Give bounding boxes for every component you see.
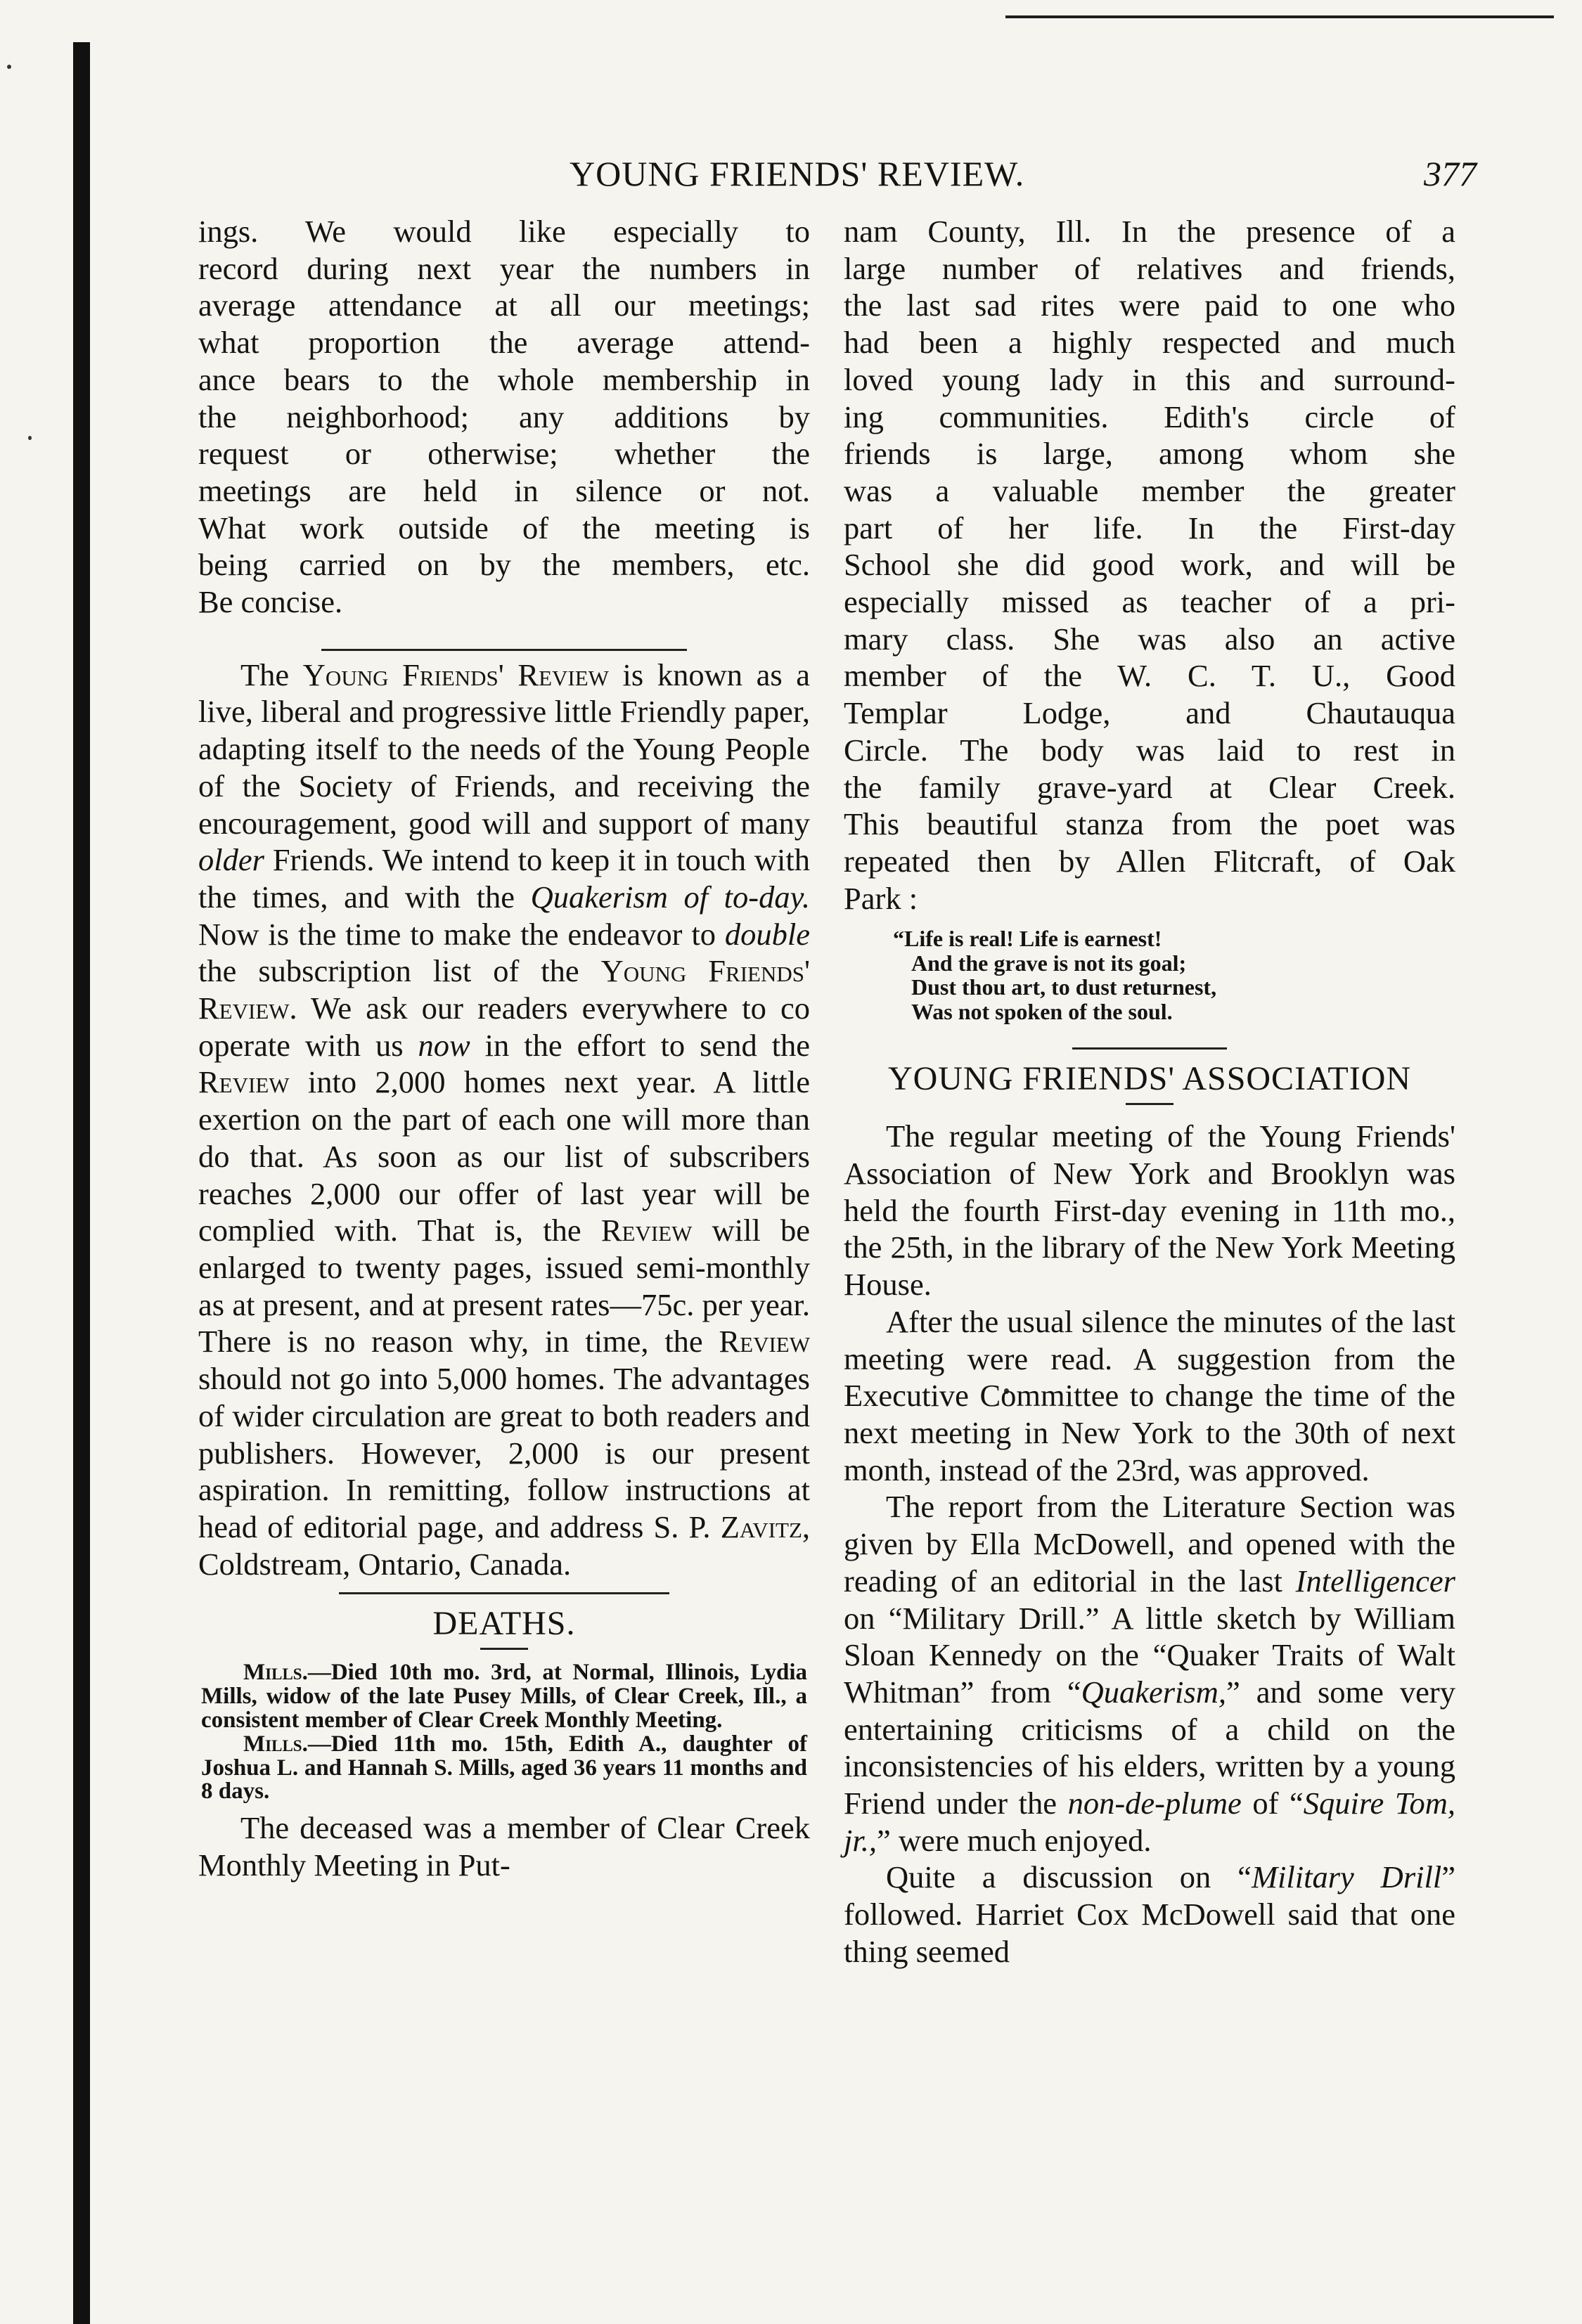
text-line: the family grave-yard at Clear Creek.	[844, 769, 1455, 805]
heading-rule	[480, 1648, 528, 1650]
text-line: had been a highly respected and much	[844, 325, 1455, 361]
text-line: ance bears to the whole membership in	[198, 361, 810, 397]
obituary-continuation	[844, 213, 1455, 917]
death-notice: Mills.—Died 11th mo. 15th, Edith A., daughter of Joshua L. and Hannah S. Mills, aged 36 years 11 months and 8 days.	[201, 1731, 807, 1805]
review-title: Young Friends' Review	[302, 657, 609, 692]
text-line: being carried on by the members, etc.	[198, 547, 810, 583]
text-line: request or otherwise; whether the	[198, 436, 810, 472]
text-line: Be concise.	[198, 584, 343, 620]
text-line: loved young lady in this and surround-	[844, 361, 1455, 397]
opening-paragraph	[198, 213, 810, 621]
text-line: was a valuable member the greater	[844, 472, 1455, 508]
text-line: Templar Lodge, and Chautauqua	[844, 695, 1455, 731]
text-line: mary class. She was also an active	[844, 621, 1455, 657]
text-line: What work outside of the meeting is	[198, 510, 810, 546]
text-line: member of the W. C. T. U., Good	[844, 658, 1455, 694]
text-line: School she did good work, and will be	[844, 547, 1455, 583]
review-notice: The Young Friends' Review is known as a live, liberal and progressive little Friendly paper, adapting itself to the needs of the Young People of the Society of Friends, and receiving the encouragement, good will and support of many older Friends. We intend to keep it in touch with the times, and with the Quakerism of to-day. Now is the time to make the endeavor to double the subscription list of the Young Friends' Review. We ask our readers everywhere to co operate with us now in the effort to send the Review into 2,000 homes next year. A little exertion on the part of each one will more than do that. As soon as our list of subscribers reaches 2,000 our offer of last year will be complied with. That is, the Review will be enlarged to twenty pages, issued semi-monthly as at present, and at present rates—75c. per year. There is no reason why, in time, the Review should not go into 5,000 homes. The advantages of wider circulation are great to both readers and publishers. However, 2,000 is our present aspiration. In remitting, follow instructions at head of editorial page, and address S. P. Zavitz, Coldstream, Ontario, Canada.	[198, 657, 811, 1582]
running-head: YOUNG FRIENDS' REVIEW.	[570, 154, 1025, 193]
section-rule	[339, 1592, 669, 1594]
deaths-heading: DEATHS.	[432, 1605, 576, 1643]
text-line: large number of relatives and friends,	[844, 250, 1455, 286]
section-rule	[1072, 1047, 1227, 1050]
association-heading: YOUNG FRIENDS' ASSOCIATION	[887, 1060, 1412, 1098]
association-paragraph: The report from the Literature Section was given by Ella McDowell, and opened with the reading of an editorial in the last Intelligencer on “Military Drill.” A little sketch by William Sloan Kennedy on the “Quaker Traits of Walt Whitman” from “Quakerism,” and some very entertaining criticisms of a child on the inconsistencies of his elders, written by a young Friend under the non-de-plume of “Squire Tom, jr.,” were much enjoyed.	[844, 1489, 1456, 1858]
text-line: especially missed as teacher of a pri-	[844, 584, 1455, 620]
text-line: friends is large, among whom she	[844, 436, 1455, 472]
association-paragraph: After the usual silence the minutes of the last meeting were read. A suggestion from the Executive Committee to change the time of the next meeting in New York to the 30th of next month, instead of the 23rd, was approved.	[844, 1303, 1455, 1487]
page-header	[204, 153, 1477, 202]
left-column	[198, 213, 810, 1884]
poem-line: Dust thou art, to dust returnest,	[911, 974, 1217, 1000]
binding-edge	[73, 42, 90, 2324]
death-notices	[201, 1661, 807, 1804]
text-line: ings. We would like especially to	[198, 214, 810, 249]
deaths-closing: The deceased was a member of Clear Creek Monthly Meeting in Put-	[198, 1810, 810, 1883]
poem-line: Was not spoken of the soul.	[911, 998, 1173, 1024]
right-column	[844, 213, 1455, 1970]
association-paragraph: The regular meeting of the Young Friends' Association of New York and Brooklyn was held the fourth First-day evening in 11th mo., the 25th, in the library of the New York Meeting House.	[844, 1118, 1455, 1303]
text-line: part of her life. In the First-day	[844, 510, 1455, 546]
text-line: Park :	[844, 880, 918, 916]
text-line: Circle. The body was laid to rest in	[844, 732, 1455, 768]
text-line: repeated then by Allen Flitcraft, of Oak	[844, 843, 1455, 879]
association-paragraph: Quite a discussion on “Military Drill” followed. Harriet Cox McDowell said that one thing seemed	[844, 1859, 1455, 1969]
text-line: the neighborhood; any additions by	[198, 399, 810, 434]
top-rule	[1005, 15, 1554, 18]
text-line: nam County, Ill. In the presence of a	[844, 214, 1455, 249]
poem-line: And the grave is not its goal;	[911, 950, 1187, 976]
text-line: meetings are held in silence or not.	[198, 472, 810, 508]
section-rule	[321, 649, 687, 651]
text-line: what proportion the average attend-	[198, 325, 810, 361]
text-line: the last sad rites were paid to one who	[844, 288, 1455, 323]
heading-rule	[1126, 1103, 1173, 1105]
speck	[7, 65, 11, 69]
text-line: average attendance at all our meetings;	[198, 288, 810, 323]
text-line: ing communities. Edith's circle of	[844, 399, 1455, 434]
text-line: This beautiful stanza from the poet was	[844, 806, 1455, 842]
death-notice: Mills.—Died 10th mo. 3rd, at Normal, Illinois, Lydia Mills, widow of the late Pusey Mills, of Clear Creek, Ill., a consistent member of Clear Creek Monthly Meeting.	[201, 1660, 807, 1733]
poem-line: “Life is real! Life is earnest!	[893, 926, 1162, 952]
page-number: 377	[1424, 154, 1477, 193]
text-line: record during next year the numbers in	[198, 250, 810, 286]
speck	[28, 436, 32, 440]
poem-stanza	[893, 927, 1455, 1024]
